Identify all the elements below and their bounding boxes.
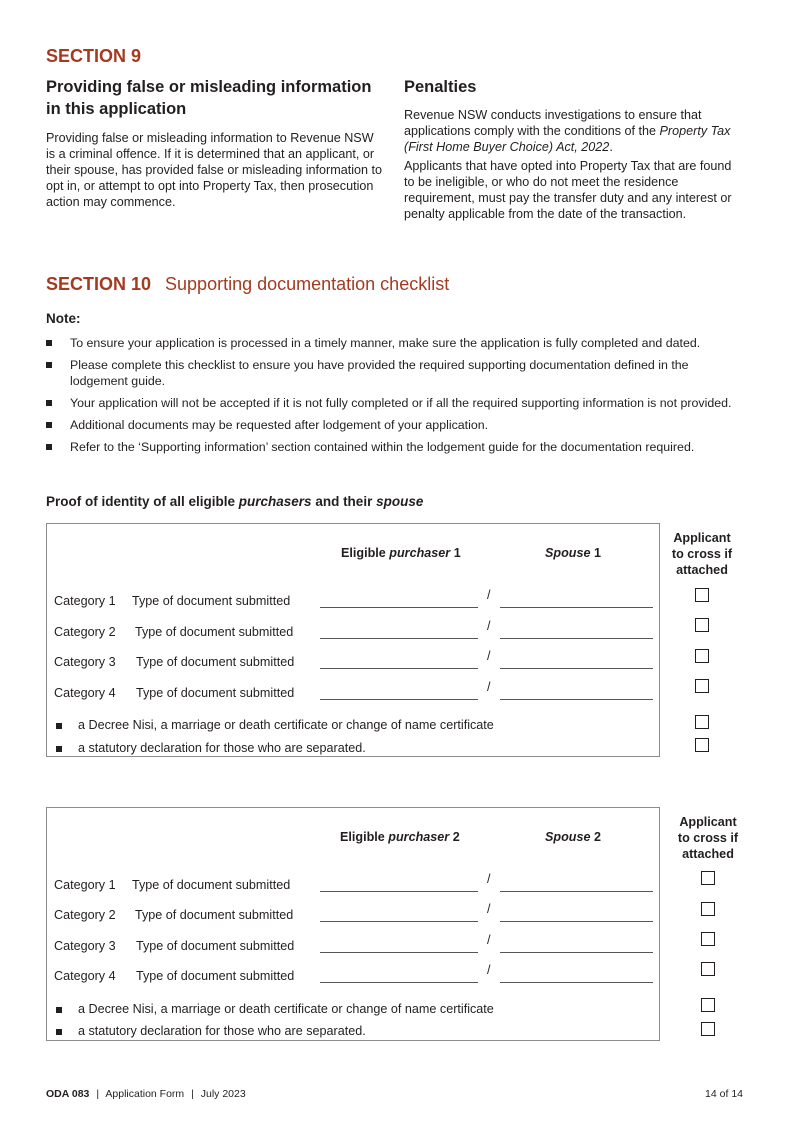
slash-separator: / [487,680,491,694]
category-label: Category 2 [54,625,116,639]
slash-separator: / [487,902,491,916]
section-10-title: Supporting documentation checklist [165,274,450,294]
note-text: Your application will not be accepted if it is not fully completed or if all the required supporting information is not provided. [70,396,732,410]
slash-separator: / [487,619,491,633]
purchaser-number: 2 [449,830,460,844]
footer-separator: | [96,1088,100,1100]
act-name: Property Tax (First Home Buyer Choice) Act, 2022 [404,124,731,154]
penalties-title: Penalties [404,78,477,96]
document-checklist-block-1 [46,523,660,757]
document-checklist-block-2 [46,807,660,1041]
bullet-icon [56,746,62,752]
purchaser-document-field[interactable] [320,638,478,639]
category-2-checkbox[interactable] [695,618,709,632]
proof-heading-middle: and their [311,494,377,509]
spouse-word: Spouse [545,830,591,844]
category-row [47,902,659,925]
applicant-attach-header [668,814,748,862]
bullet-icon [46,362,52,368]
category-row [47,649,659,672]
eligible-purchaser-header [341,546,461,560]
false-info-paragraph: Providing false or misleading information to Revenue NSW is a criminal offence. If it is determined that an applicant, or their spouse, has provided false or misleading information to opt in, or attempt to opt into Property Tax, then prosecution action may commence. [46,131,383,209]
list-item [47,718,659,736]
statutory-declaration-checkbox[interactable] [701,1022,715,1036]
purchaser-document-field[interactable] [320,607,478,608]
category-label: Category 4 [54,969,116,983]
form-code: ODA 083 [46,1088,90,1100]
category-4-checkbox[interactable] [695,679,709,693]
spouse-number: 1 [590,546,602,560]
section-10-number: SECTION 10 [46,274,152,294]
category-label: Category 1 [54,878,116,892]
category-label: Category 4 [54,686,116,700]
purchaser-document-field[interactable] [320,952,478,953]
eligible-purchaser-header [340,830,460,844]
penalties-p1-text: Revenue NSW conducts investigations to ensure that applications comply with the conditions of the [404,108,702,138]
category-4-checkbox[interactable] [701,962,715,976]
purchaser-document-field[interactable] [320,921,478,922]
list-item-text: a statutory declaration for those who are separated. [78,1024,366,1038]
penalties-paragraph-1 [404,107,744,155]
purchaser-word: purchaser [388,830,450,844]
note-label: Note: [46,311,81,326]
bullet-icon [56,1007,62,1013]
spouse-document-field[interactable] [500,921,653,922]
penalties-column [404,76,744,222]
category-row [47,933,659,956]
note-item [46,395,746,411]
document-type-label: Type of document submitted [136,939,295,953]
note-item [46,357,746,389]
slash-separator: / [487,963,491,977]
spouse-document-field[interactable] [500,982,653,983]
applicant-attach-header [662,530,742,578]
spouse-document-field[interactable] [500,607,653,608]
penalties-paragraph-2: Applicants that have opted into Property Tax that are found to be ineligible, or who do not meet the residence requirement, must pay the transfer duty and any interest or penalty applicable from the date of the transaction. [404,159,732,221]
statutory-declaration-checkbox[interactable] [695,738,709,752]
page-footer [46,1088,246,1100]
category-3-checkbox[interactable] [695,649,709,663]
footer-separator: | [191,1088,194,1100]
bullet-icon [46,444,52,450]
slash-separator: / [487,588,491,602]
purchaser-word: purchaser [389,546,451,560]
bullet-icon [56,1029,62,1035]
spouse-header [545,830,601,844]
spouse-document-field[interactable] [500,891,653,892]
note-item [46,417,746,433]
slash-separator: / [487,872,491,886]
document-type-label: Type of document submitted [136,655,295,669]
document-type-label: Type of document submitted [135,908,294,922]
page-number: 14 of 14 [705,1088,743,1100]
category-label: Category 2 [54,908,116,922]
purchaser-prefix: Eligible [341,546,390,560]
purchaser-document-field[interactable] [320,699,478,700]
proof-heading-text: Proof of identity of all eligible [46,494,239,509]
purchaser-prefix: Eligible [340,830,389,844]
attach-header-line: to cross if [677,831,739,845]
category-row [47,963,659,986]
section-9-heading: SECTION 9 [46,46,142,66]
list-item [47,1024,659,1042]
category-label: Category 3 [54,655,116,669]
bullet-icon [56,723,62,729]
note-text: Additional documents may be requested after lodgement of your application. [70,418,489,432]
spouse-document-field[interactable] [500,952,653,953]
document-type-label: Type of document submitted [136,686,295,700]
list-item-text: a Decree Nisi, a marriage or death certificate or change of name certificate [78,718,494,732]
bullet-icon [46,340,52,346]
spouse-word: Spouse [545,546,591,560]
category-2-checkbox[interactable] [701,902,715,916]
list-item [47,741,659,759]
purchaser-document-field[interactable] [320,982,478,983]
document-type-label: Type of document submitted [132,878,291,892]
spouse-header [545,546,601,560]
note-text: Refer to the ‘Supporting information’ section contained within the lodgement guide for the documentation required. [70,440,695,454]
slash-separator: / [487,933,491,947]
note-item [46,439,746,455]
attach-header-line: to cross if [671,547,733,561]
category-label: Category 3 [54,939,116,953]
proof-heading-spouse: spouse [376,494,424,509]
spouse-document-field[interactable] [500,699,653,700]
decree-nisi-checkbox[interactable] [695,715,709,729]
penalties-p1-suffix: . [609,140,613,154]
attach-header-line: Applicant [673,531,731,545]
bullet-icon [46,400,52,406]
document-type-label: Type of document submitted [135,625,294,639]
category-label: Category 1 [54,594,116,608]
spouse-number: 2 [590,830,602,844]
attach-header-line: attached [682,847,734,861]
attach-header-line: attached [676,563,728,577]
section-10-heading [46,272,449,296]
list-item [47,1002,659,1020]
note-item [46,335,746,351]
category-row [47,588,659,611]
list-item-text: a statutory declaration for those who are separated. [78,741,366,755]
decree-nisi-checkbox[interactable] [701,998,715,1012]
category-row [47,872,659,895]
category-3-checkbox[interactable] [701,932,715,946]
category-1-checkbox[interactable] [701,871,715,885]
category-row [47,680,659,703]
purchaser-number: 1 [450,546,461,560]
form-date: July 2023 [200,1088,246,1100]
purchaser-document-field[interactable] [320,891,478,892]
proof-of-identity-heading [46,494,423,509]
bullet-icon [46,422,52,428]
proof-heading-purchasers: purchasers [238,494,312,509]
list-item-text: a Decree Nisi, a marriage or death certificate or change of name certificate [78,1002,494,1016]
form-type: Application Form [105,1088,185,1100]
document-type-label: Type of document submitted [136,969,295,983]
false-info-column [46,76,386,210]
spouse-document-field[interactable] [500,638,653,639]
note-list [46,335,746,461]
attach-header-line: Applicant [679,815,737,829]
false-info-title: Providing false or misleading information in this application [46,78,372,118]
spouse-document-field[interactable] [500,668,653,669]
category-row [47,619,659,642]
document-type-label: Type of document submitted [132,594,291,608]
category-1-checkbox[interactable] [695,588,709,602]
purchaser-document-field[interactable] [320,668,478,669]
slash-separator: / [487,649,491,663]
note-text: Please complete this checklist to ensure you have provided the required supporting documentation defined in the lodgement guide. [70,358,689,388]
note-text: To ensure your application is processed in a timely manner, make sure the application is fully completed and dated. [70,336,701,350]
